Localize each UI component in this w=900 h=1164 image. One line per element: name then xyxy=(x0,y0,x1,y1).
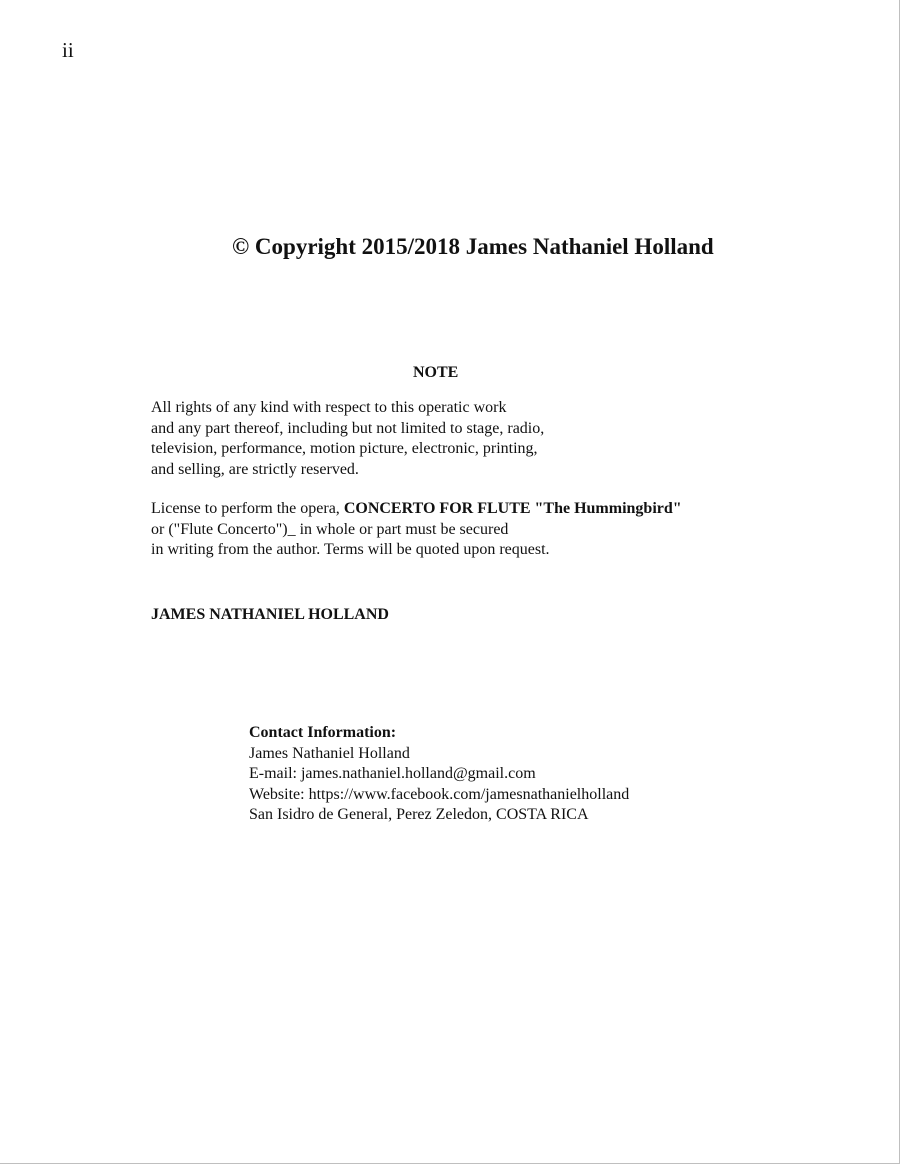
note-heading: NOTE xyxy=(413,364,459,381)
license-paragraph xyxy=(151,499,682,561)
contact-location: San Isidro de General, Perez Zeledon, COSTA RICA xyxy=(249,806,589,823)
rights-paragraph xyxy=(151,398,544,480)
contact-email: E-mail: james.nathaniel.holland@gmail.com xyxy=(249,765,536,782)
page-number: ii xyxy=(62,38,74,62)
rights-line: television, performance, motion picture, electronic, printing, xyxy=(151,440,538,457)
contact-block xyxy=(249,723,629,826)
contact-name: James Nathaniel Holland xyxy=(249,744,410,762)
license-prefix: License to perform the opera, xyxy=(151,500,344,517)
contact-heading: Contact Information: xyxy=(249,724,397,741)
rights-line: All rights of any kind with respect to this operatic work xyxy=(151,399,507,416)
rights-line: and any part thereof, including but not limited to stage, radio, xyxy=(151,419,545,437)
license-line xyxy=(151,499,682,520)
rights-line: and selling, are strictly reserved. xyxy=(151,460,359,478)
license-line: or ("Flute Concerto")_ in whole or part must be secured xyxy=(151,520,509,538)
author-name: JAMES NATHANIEL HOLLAND xyxy=(151,606,389,623)
license-line: in writing from the author. Terms will be quoted upon request. xyxy=(151,541,550,558)
opera-title: CONCERTO FOR FLUTE "The Hummingbird" xyxy=(343,500,682,517)
copyright-notice: © Copyright 2015/2018 James Nathaniel Holland xyxy=(232,234,714,259)
contact-website: Website: https://www.facebook.com/jamesnathanielholland xyxy=(249,785,630,803)
